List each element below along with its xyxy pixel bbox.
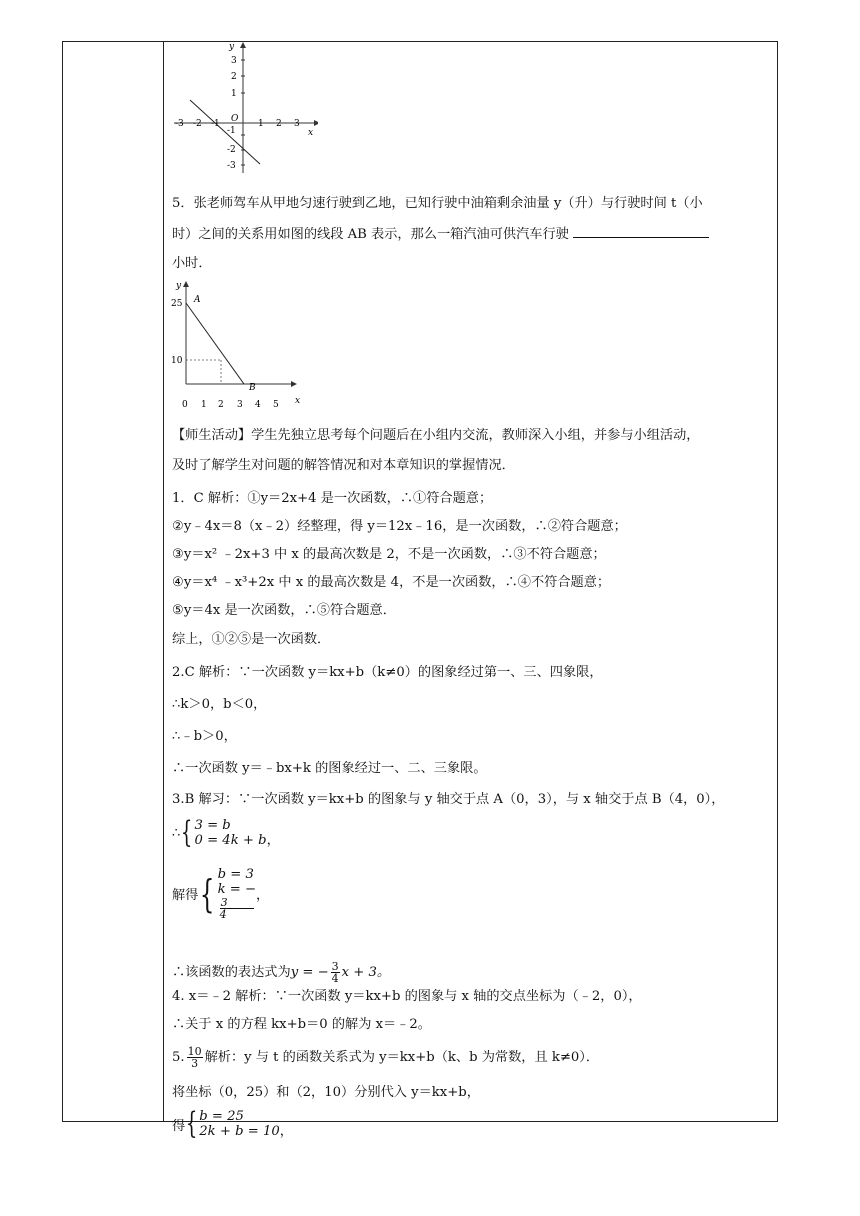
answer1-line4: ④y＝x⁴ ﹣x³+2x 中 x 的最高次数是 4，不是一次函数，∴④不符合题意； (172, 575, 611, 590)
graph2-x-label: x (295, 396, 301, 406)
answer3-line1: 3.B 解习：∵一次函数 y＝kx+b 的图象与 y 轴交于点 A（0，3），与 x 轴交于点 B（4，0）， (172, 792, 725, 807)
system2-prefix: 解得 (172, 888, 199, 903)
graph1-y-label: y (229, 42, 235, 52)
answer4-line1: 4. x＝﹣2 解析：∵一次函数 y＝kx+b 的图象与 x 轴的交点坐标为（﹣2，0）， (172, 989, 642, 1004)
graph1-x-tick: -2 (193, 119, 202, 129)
graph1-x-label: x (308, 128, 314, 138)
answer5-line2: 将坐标（0，25）和（2，10）分别代入 y＝kx+b， (172, 1085, 480, 1100)
graph2-x-tick: 2 (218, 400, 224, 410)
answer4-line2: ∴关于 x 的方程 kx+b＝0 的解为 x＝﹣2。 (172, 1017, 431, 1032)
system3-eq2: 2k + b = 10 (199, 1124, 280, 1139)
system1-equations (194, 818, 266, 848)
system1-eq1: 3 = b (194, 818, 231, 833)
system1-eq2: 0 = 4k + b (194, 833, 267, 848)
graph1-y-tick: 1 (231, 89, 237, 99)
system2-suffix: ， (256, 888, 270, 903)
system2-equations (218, 867, 256, 920)
graph2-x-tick: 4 (255, 400, 261, 410)
graph1-y-tick: -1 (227, 126, 236, 136)
activity-line2: 及时了解学生对问题的解答情况和对本章知识的掌握情况． (172, 458, 515, 473)
graph2-y-tick: 10 (171, 356, 183, 366)
graph1-function-line (190, 100, 260, 164)
graph1-y-tick: -2 (227, 145, 236, 155)
graph1-y-tick: -3 (227, 161, 236, 171)
graph1-x-tick: 2 (276, 119, 282, 129)
system1-prefix: ∴ (172, 825, 181, 841)
graph2-point-b: B (249, 383, 256, 393)
fraction: $\frac{3}{4}$ (331, 960, 339, 985)
answer2-line1: 2.C 解析：∵一次函数 y＝kx+b（k≠0）的图象经过第一、三、四象限， (172, 665, 603, 680)
graph2-x-tick: 0 (182, 400, 188, 410)
system2-brace: { (200, 871, 215, 916)
system2-eq1: b = 3 (217, 867, 254, 882)
graph-2 (168, 278, 308, 412)
graph2-x-arrow (291, 381, 297, 387)
system3-prefix: 得 (172, 1118, 186, 1134)
answer1-line3: ③y＝x² ﹣2x+3 中 x 的最高次数是 2，不是一次函数，∴③不符合题意； (172, 547, 606, 562)
answer1-line1: 1．C 解析：①y＝2x+4 是一次函数，∴①符合题意； (172, 491, 493, 506)
graph1-x-tick: 3 (294, 119, 300, 129)
system1-suffix: ， (266, 833, 280, 848)
q5-line3: 小时． (172, 256, 212, 271)
graph2-y-label: y (176, 281, 182, 291)
answer3-system1 (172, 815, 280, 850)
answer1-line5: ⑤y＝4x 是一次函数，∴⑤符合题意． (172, 603, 396, 618)
graph1-origin: O (231, 114, 239, 124)
graph2-y-tick: 25 (171, 299, 183, 309)
answer5-line1: 5. $\frac{10}{3}$ 解析：y 与 t 的函数关系式为 y＝kx+b（k、b 为常数，且 k≠0）． (172, 1045, 600, 1070)
graph1-x-tick: -1 (211, 119, 220, 129)
answer1-line2: ②y﹣4x＝8（x﹣2）经整理，得 y＝12x﹣16，是一次函数，∴②符合题意； (172, 519, 627, 534)
system3-brace: { (186, 1106, 198, 1141)
system3-eq1: b = 25 (199, 1109, 244, 1124)
graph1-y-arrow (240, 42, 246, 48)
answer-blank (573, 225, 709, 238)
answer2-line4: ∴一次函数 y＝﹣bx+k 的图象经过一、二、三象限。 (172, 761, 487, 776)
graph2-segment-ab (186, 303, 244, 384)
answer2-line2: ∴k＞0，b＜0， (172, 697, 267, 712)
graph1-x-tick: -3 (175, 119, 184, 129)
system3-equations (199, 1109, 279, 1139)
graph-1 (168, 40, 318, 175)
graph1-x-arrow (314, 120, 318, 126)
system3-suffix: ， (279, 1124, 293, 1139)
answer5-system (172, 1106, 293, 1141)
answer2-line3: ∴﹣b＞0， (172, 729, 237, 744)
activity-line1: 【师生活动】学生先独立思考每个问题后在小组内交流，教师深入小组，并参与小组活动， (172, 428, 700, 443)
q5-line2-text: 时）之间的关系用如图的线段 AB 表示，那么一箱汽油可供汽车行驶 (172, 227, 569, 242)
graph1-y-tick: 3 (231, 56, 237, 66)
graph2-x-tick: 1 (201, 400, 207, 410)
system1-brace: { (181, 815, 193, 850)
fraction: $\frac{10}{3}$ (187, 1045, 202, 1070)
graph1-y-tick: 2 (231, 72, 237, 82)
graph2-y-arrow (183, 281, 189, 287)
graph2-point-a: A (194, 295, 201, 305)
answer3-line4: ∴该函数的表达式为y = − $\frac{3}{4}$ x + 3。 (172, 960, 391, 985)
system2-eq2: k = − 3 4 (217, 882, 257, 921)
fraction: 3 4 (220, 897, 254, 920)
graph1-x-tick: 1 (258, 119, 264, 129)
answer3-system2 (172, 867, 269, 920)
graph2-x-tick: 3 (237, 400, 243, 410)
graph2-x-tick: 5 (273, 400, 279, 410)
graph2-x-ticks (182, 400, 279, 410)
q5-line2 (172, 225, 709, 244)
column-divider (163, 42, 164, 1121)
q5-line1: 5．张老师驾车从甲地匀速行驶到乙地，已知行驶中油箱剩余油量 y（升）与行驶时间 t（小 (172, 196, 703, 211)
answer1-line6: 综上，①②⑤是一次函数． (172, 632, 331, 647)
